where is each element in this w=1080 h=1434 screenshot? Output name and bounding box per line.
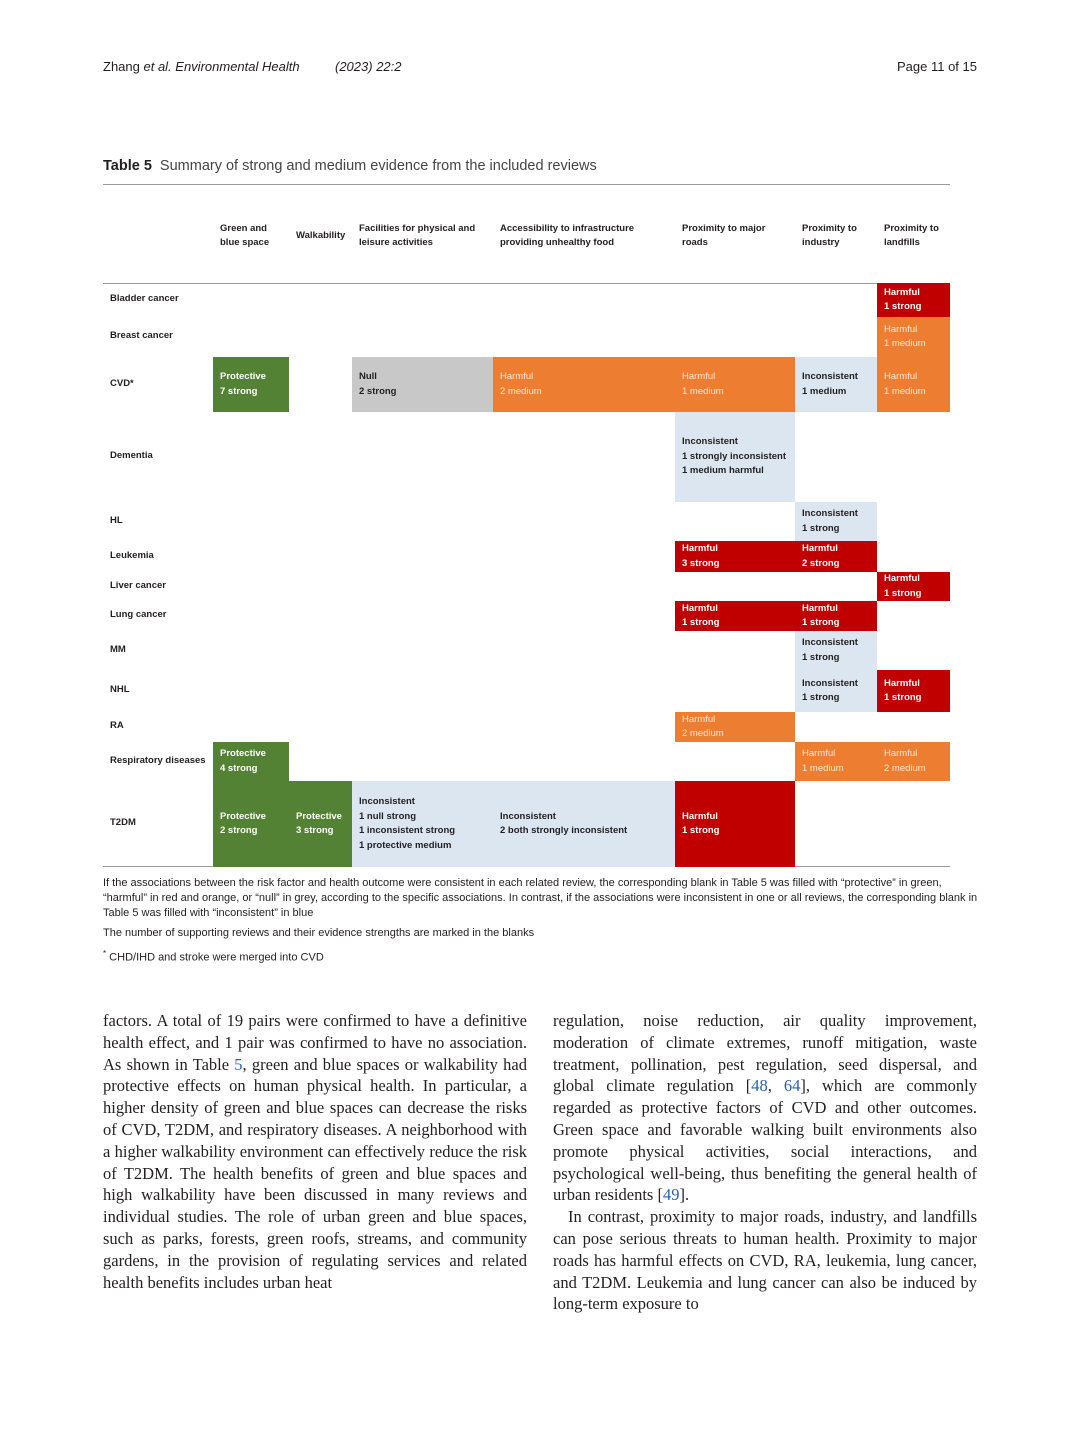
header-rule	[103, 283, 950, 284]
column-header-facilities-for-physical-and-leisure-activities: Facilities for physical and leisure activities	[359, 223, 476, 248]
row-label-nhl: NHL	[110, 684, 130, 695]
table-caption	[103, 158, 950, 174]
page-number: Page 11 of 15	[897, 59, 977, 74]
evidence-table	[103, 215, 950, 867]
footnote-cvd: * CHD/IHD and stroke were merged into CVD	[103, 949, 324, 964]
row-label-hl: HL	[110, 514, 123, 526]
evidence-cell-t2dm-green-and-blue-space: Protective 2 strong	[213, 781, 289, 867]
evidence-cell-breast-cancer-proximity-to-landfills: Harmful 1 medium	[877, 317, 950, 357]
table-footnotes	[103, 876, 983, 971]
row-label-ra: RA	[110, 720, 124, 731]
evidence-cell-ra-proximity-to-major-roads: Harmful 2 medium	[675, 712, 795, 742]
paragraph: regulation, noise reduction, air quality improvement, moderation of climate extremes, runoff mitigation, waste treatment, pollination, pest regulation, seed dispersal, and global climate regulation [48, 64], which are commonly regarded as protective factors of CVD and other outcomes. Green space and favorable walking built environments also promote physical activities, social interactions, and psychological well-being, thus benefiting the general health of urban residents [49].	[553, 1011, 977, 1205]
footnote-counts: The number of supporting reviews and their evidence strengths are marked in the blanks	[103, 927, 535, 939]
column-header-accessibility-to-infrastructure-providing-unhealthy-food: Accessibility to infrastructure providing unhealthy food	[500, 223, 635, 248]
evidence-cell-cvd-accessibility-to-infrastructure-providing-unhealthy-food: Harmful 2 medium	[493, 357, 675, 412]
table-reference-link[interactable]: 5	[234, 1054, 243, 1074]
journal-citation: Zhang et al. Environmental Health	[103, 59, 300, 74]
evidence-cell-mm-proximity-to-industry: Inconsistent 1 strong	[795, 631, 877, 670]
evidence-cell-nhl-proximity-to-landfills: Harmful 1 strong	[877, 670, 950, 712]
body-column-left	[103, 1010, 527, 1293]
evidence-cell-cvd-proximity-to-landfills: Harmful 1 medium	[877, 357, 950, 412]
evidence-cell-cvd-facilities-for-physical-and-leisure-activities: Null 2 strong	[352, 357, 493, 412]
row-label-cvd: CVD*	[110, 377, 134, 389]
row-label-respiratory-diseases: Respiratory diseases	[110, 754, 206, 766]
row-label-mm: MM	[110, 643, 126, 655]
paragraph: factors. A total of 19 pairs were confirmed to have a definitive health effect, and 1 pair was confirmed to have no association. As shown in Table 5, green and blue spaces or walkability had protective effects on human physical health. In particular, a higher density of green and blue spaces can decrease the risks of CVD, T2DM, and respiratory diseases. A neighborhood with a higher walkability environment can effectively reduce the risk of T2DM. The health benefits of green and blue spaces and high walkability have been discussed in many reviews and individual studies. The role of urban green and blue spaces, such as parks, forests, green roofs, streams, and community gardens, in the provision of regulating services and related health benefits includes urban heat	[103, 1011, 527, 1292]
row-label-leukemia: Leukemia	[110, 549, 154, 561]
evidence-cell-cvd-proximity-to-industry: Inconsistent 1 medium	[795, 357, 877, 412]
evidence-cell-lung-cancer-proximity-to-industry: Harmful 1 strong	[795, 601, 877, 631]
row-label-bladder-cancer: Bladder cancer	[110, 293, 179, 304]
row-label-t2dm: T2DM	[110, 817, 136, 828]
journal-year: (2023) 22:2	[335, 59, 402, 74]
evidence-cell-lung-cancer-proximity-to-major-roads: Harmful 1 strong	[675, 601, 795, 631]
row-label-lung-cancer: Lung cancer	[110, 609, 167, 620]
evidence-cell-liver-cancer-proximity-to-landfills: Harmful 1 strong	[877, 572, 950, 601]
column-header-proximity-to-landfills: Proximity to landfills	[884, 223, 939, 248]
evidence-cell-cvd-green-and-blue-space: Protective 7 strong	[213, 357, 289, 412]
body-column-right	[553, 1010, 977, 1315]
row-label-dementia: Dementia	[110, 450, 153, 461]
paragraph: In contrast, proximity to major roads, industry, and landfills can pose serious threats to human health. Proximity to major roads has harmful effects on CVD, RA, leukemia, lung cancer, and T2DM. Leukemia and lung cancer can also be induced by long-term exposure to	[553, 1207, 977, 1314]
evidence-cell-t2dm-proximity-to-major-roads: Harmful 1 strong	[675, 781, 795, 867]
column-header-walkability: Walkability	[296, 230, 346, 241]
citation-link[interactable]: 48	[751, 1076, 768, 1096]
evidence-cell-cvd-proximity-to-major-roads: Harmful 1 medium	[675, 357, 795, 412]
evidence-cell-t2dm-facilities-for-physical-and-leisure-activities: Inconsistent 1 null strong 1 inconsistent strong 1 protective medium	[352, 781, 493, 867]
table-title: Summary of strong and medium evidence from the included reviews	[159, 158, 597, 174]
evidence-cell-leukemia-proximity-to-major-roads: Harmful 3 strong	[675, 541, 795, 572]
evidence-cell-t2dm-accessibility-to-infrastructure-providing-unhealthy-food: Inconsistent 2 both strongly inconsistent	[493, 781, 675, 867]
evidence-cell-dementia-proximity-to-major-roads: Inconsistent 1 strongly inconsistent 1 medium harmful	[675, 412, 795, 502]
evidence-cell-hl-proximity-to-industry: Inconsistent 1 strong	[795, 502, 877, 541]
table-label: Table 5	[103, 158, 152, 174]
evidence-cell-t2dm-walkability: Protective 3 strong	[289, 781, 352, 867]
column-header-green-and-blue-space: Green and blue space	[220, 223, 270, 248]
caption-rule	[103, 184, 950, 185]
row-label-breast-cancer: Breast cancer	[110, 330, 173, 341]
column-header-proximity-to-major-roads: Proximity to major roads	[682, 223, 766, 248]
row-label-liver-cancer: Liver cancer	[110, 579, 166, 591]
evidence-cell-respiratory-diseases-green-and-blue-space: Protective 4 strong	[213, 742, 289, 781]
citation-link[interactable]: 49	[662, 1185, 680, 1205]
citation-link[interactable]: 64	[783, 1076, 801, 1096]
evidence-cell-respiratory-diseases-proximity-to-landfills: Harmful 2 medium	[877, 742, 950, 781]
column-header-proximity-to-industry: Proximity to industry	[802, 223, 857, 248]
evidence-cell-nhl-proximity-to-industry: Inconsistent 1 strong	[795, 670, 877, 712]
evidence-cell-bladder-cancer-proximity-to-landfills: Harmful 1 strong	[877, 283, 950, 317]
evidence-cell-leukemia-proximity-to-industry: Harmful 2 strong	[795, 541, 877, 572]
running-header	[103, 59, 977, 77]
footnote-colors: If the associations between the risk factor and health outcome were consistent in each related review, the corresponding blank in Table 5 was filled with “protective” in green, “harmful” in red and orange, or “null” in grey, according to the specific associations. In contrast, if the associations were inconsistent in one or all reviews, the corresponding blank in Table 5 was filled with “inconsistent” in blue	[103, 877, 978, 919]
evidence-cell-respiratory-diseases-proximity-to-industry: Harmful 1 medium	[795, 742, 877, 781]
